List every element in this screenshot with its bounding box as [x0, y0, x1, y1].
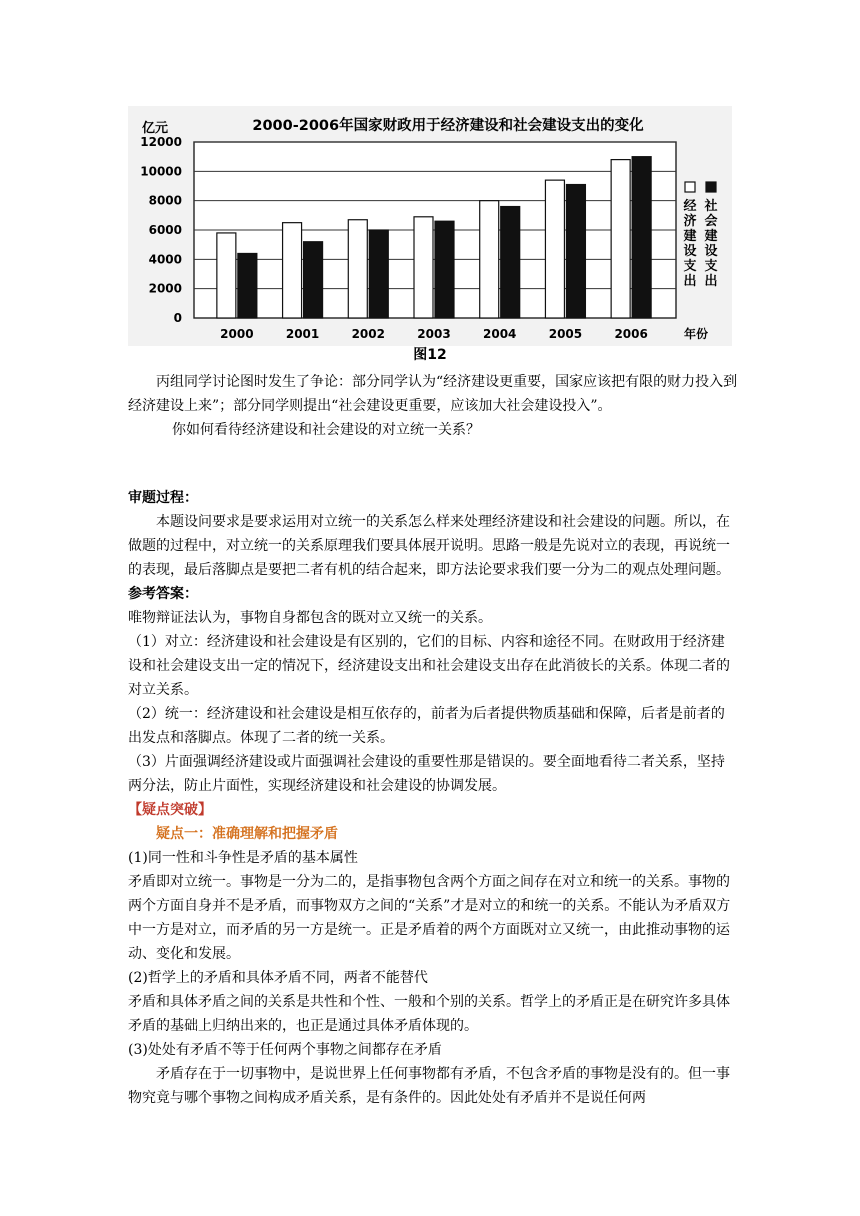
- bar-economic: [217, 233, 236, 318]
- legend-label-char: 社: [704, 199, 718, 214]
- review-heading: 审题过程：: [128, 490, 198, 506]
- y-tick-label: 10000: [140, 164, 182, 179]
- x-tick-label: 2004: [483, 327, 517, 341]
- legend-label-char: 出: [704, 274, 718, 289]
- x-axis-label: 年份: [684, 327, 709, 341]
- legend-label-char: 建: [683, 229, 697, 244]
- x-tick-label: 2003: [417, 327, 451, 341]
- bar-social: [435, 221, 454, 318]
- answer-point-2: （2）统一：经济建设和社会建设是相互依存的，前者为后者提供物质基础和保障，后者是前者的出发点和落脚点。体现了二者的统一关系。: [128, 706, 725, 746]
- bar-chart: [128, 106, 732, 346]
- bar-economic: [611, 160, 630, 318]
- review-paragraph: 本题设问要求是要求运用对立统一的关系怎么样来处理经济建设和社会建设的问题。所以，在做题的过程中，对立统一的关系原理我们要具体展开说明。思路一般是先说对立的表现，再说统一的表现，最后落脚点是要把二者有机的结合起来，即方法论要求我们要一分为二的观点处理问题。: [128, 514, 730, 578]
- legend-label-char: 经: [683, 199, 697, 214]
- subsection-1-text: 矛盾即对立统一。事物是一分为二的，是指事物包含两个方面之间存在对立和统一的关系。事物的两个方面自身并不是矛盾，而事物双方之间的“关系”才是对立的和统一的关系。不能认为矛盾双方中一方是对立，而矛盾的另一方是统一。正是矛盾着的两个方面既对立又统一，由此推动事物的运动、变化和发展。: [128, 874, 731, 962]
- legend-swatch-social: [706, 182, 716, 192]
- discussion-paragraph: 丙组同学讨论图时发生了争论：部分同学认为“经济建设更重要，国家应该把有限的财力投入到经济建设上来”；部分同学则提出“社会建设更重要，应该加大社会建设投入”。: [128, 374, 738, 414]
- bar-social: [369, 230, 388, 318]
- y-tick-label: 12000: [140, 135, 182, 149]
- subheading-2: (2)哲学上的矛盾和具体矛盾不同，两者不能替代: [128, 970, 428, 986]
- point-one-heading: 疑点一：准确理解和把握矛盾: [156, 826, 338, 842]
- y-tick-label: 4000: [148, 252, 182, 267]
- chart-title: 2000-2006年国家财政用于经济建设和社会建设支出的变化: [252, 118, 644, 134]
- y-tick-label: 2000: [148, 281, 182, 296]
- answer-point-1: （1）对立：经济建设和社会建设是有区别的，它们的目标、内容和途径不同。在财政用于经济建设和社会建设支出一定的情况下，经济建设支出和社会建设支出存在此消彼长的关系。体现二者的对立关系。: [128, 634, 730, 698]
- legend-label-char: 支: [683, 259, 697, 274]
- y-tick-label: 0: [173, 311, 182, 325]
- legend-label-char: 设: [683, 244, 697, 259]
- legend-label-char: 支: [704, 259, 718, 274]
- x-tick-label: 2002: [351, 327, 385, 341]
- legend-label-char: 出: [683, 274, 697, 289]
- bar-social: [566, 185, 585, 318]
- bar-social: [238, 253, 257, 318]
- answer-heading: 参考答案：: [128, 586, 198, 602]
- y-tick-label: 6000: [148, 223, 182, 237]
- answer-section: [128, 486, 738, 1110]
- legend-label-char: 建: [704, 229, 718, 244]
- legend-label-char: 设: [704, 244, 718, 259]
- bar-economic: [480, 201, 499, 318]
- bar-social: [632, 157, 651, 318]
- bar-economic: [545, 180, 564, 318]
- figure-caption: 图12: [413, 347, 447, 363]
- x-tick-label: 2001: [285, 327, 320, 341]
- subsection-2-text: 矛盾和具体矛盾之间的关系是共性和个性、一般和个别的关系。哲学上的矛盾正是在研究许多具体矛盾的基础上归纳出来的，也正是通过具体矛盾体现的。: [128, 994, 730, 1034]
- y-tick-label: 8000: [148, 193, 182, 208]
- breakthrough-heading: 【疑点突破】: [128, 802, 212, 818]
- subheading-3: (3)处处有矛盾不等于任何两个事物之间都存在矛盾: [128, 1042, 442, 1058]
- legend-swatch-economic: [685, 182, 695, 192]
- y-axis-label: 亿元: [142, 121, 169, 136]
- legend-label-char: 会: [704, 214, 718, 229]
- x-tick-label: 2005: [548, 327, 583, 341]
- legend-label-char: 济: [683, 214, 697, 229]
- x-tick-label: 2000: [220, 327, 254, 341]
- bar-economic: [348, 220, 367, 318]
- chart-figure: [128, 106, 732, 364]
- bar-social: [304, 242, 323, 318]
- bar-economic: [414, 217, 433, 318]
- answer-intro: 唯物辩证法认为，事物自身都包含的既对立又统一的关系。: [128, 610, 492, 626]
- subheading-1: (1)同一性和斗争性是矛盾的基本属性: [128, 850, 358, 866]
- x-tick-label: 2006: [614, 327, 648, 341]
- bar-economic: [283, 223, 302, 318]
- bar-social: [501, 207, 520, 318]
- question-line: 你如何看待经济建设和社会建设的对立统一关系？: [172, 422, 480, 438]
- discussion-text: [128, 370, 738, 442]
- answer-point-3: （3）片面强调经济建设或片面强调社会建设的重要性那是错误的。要全面地看待二者关系，坚持两分法，防止片面性，实现经济建设和社会建设的协调发展。: [128, 754, 725, 794]
- subsection-3-text: 矛盾存在于一切事物中，是说世界上任何事物都有矛盾，不包含矛盾的事物是没有的。但一事物究竟与哪个事物之间构成矛盾关系，是有条件的。因此处处有矛盾并不是说任何两: [128, 1066, 730, 1106]
